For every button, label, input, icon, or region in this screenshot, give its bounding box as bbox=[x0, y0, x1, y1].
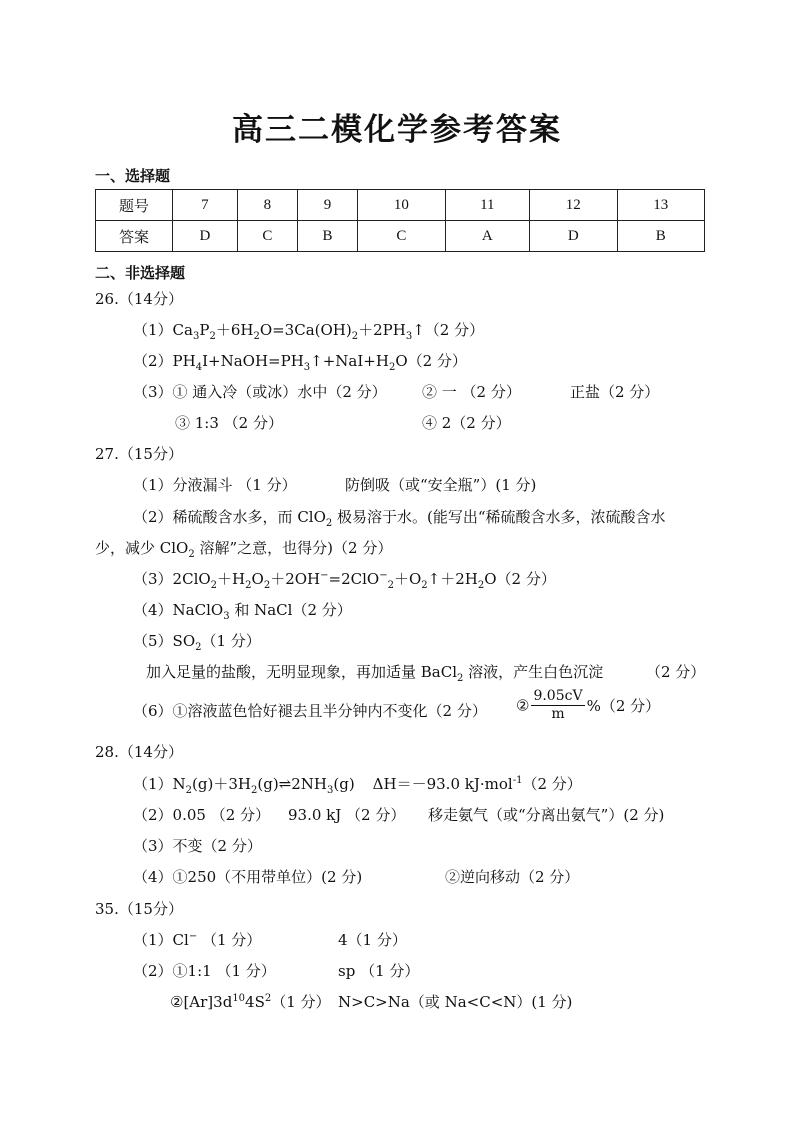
q27-answer-2-continued: 少，减少 ClO$_2$ 溶解”之意，也得分)（2 分） bbox=[95, 539, 393, 560]
q26-answer-2: $(2)PH_4I+NaOH=PH_3↑+NaI+H_2O(2$ 分） bbox=[133, 352, 467, 373]
table-cell: 7 bbox=[173, 190, 238, 221]
section-non-multiple-choice-heading: 二、非选择题 bbox=[95, 264, 186, 282]
q26-answer-3-part-1: （3）① 通入冷（或冰）水中（2 分） bbox=[133, 383, 387, 401]
q35-answer-1-part-1: （1）Cl− （1 分） bbox=[133, 931, 262, 949]
q27-answer-6-part-2: ② $\frac{9.05cV}{m}$ %（2 分） bbox=[516, 688, 661, 722]
q26-answer-3-part-3: 正盐（2 分） bbox=[570, 383, 660, 401]
q28-answer-4-part-2: ②逆向移动（2 分） bbox=[445, 868, 580, 886]
q27-answer-1-part-1: （1）分液漏斗 （1 分） bbox=[133, 476, 297, 494]
table-header-cell: 题号 bbox=[96, 190, 173, 221]
q35-answer-2-part-3: $②[Ar]3d^{10}4S^2(1$ 分） bbox=[170, 993, 331, 1011]
table-row-numbers bbox=[96, 190, 705, 221]
table-cell: 10 bbox=[358, 190, 445, 221]
table-cell: D bbox=[173, 221, 238, 252]
q35-answer-1-part-2: 4（1 分） bbox=[338, 931, 407, 949]
table-header-cell: 答案 bbox=[96, 221, 173, 252]
q26-answer-1: $(1)Ca_3P_2+6H_2O=3Ca(OH)_2+2PH_3↑(2$ 分） bbox=[133, 321, 485, 342]
question-28-header: 28.（14分） bbox=[95, 743, 183, 761]
fraction: $\frac{9.05cV}{m}$ bbox=[533, 688, 583, 722]
q27-answer-5-score: （2 分） bbox=[646, 663, 706, 681]
table-cell: 9 bbox=[297, 190, 357, 221]
question-35-header: 35.（15分） bbox=[95, 900, 183, 918]
q28-answer-3: （3）不变（2 分） bbox=[133, 837, 262, 855]
q27-answer-3: $(3)2ClO_2+H_2O_2+2OH^-=2ClO^-_2+O_2↑+2H_2O(2$ 分） bbox=[133, 570, 556, 591]
q35-answer-2-part-1: （2）①1:1 （1 分） bbox=[133, 962, 276, 980]
q35-answer-2-part-4: N>C>Na（或 Na<C<N）(1 分) bbox=[338, 993, 573, 1011]
q27-answer-2: （2）稀硫酸含水多，而 ClO$_2$ 极易溶于水。(能写出“稀硫酸含水多，浓硫酸含水 bbox=[133, 508, 666, 529]
table-cell: C bbox=[358, 221, 445, 252]
table-cell: C bbox=[237, 221, 297, 252]
q28-answer-2-part-3: 移走氨气（或“分离出氨气”）(2 分) bbox=[428, 806, 665, 824]
q35-answer-2-part-2: sp （1 分） bbox=[338, 962, 420, 980]
table-row-answers bbox=[96, 221, 705, 252]
table-cell: 8 bbox=[237, 190, 297, 221]
q27-answer-4: （4）NaClO$_3$ 和 NaCl（2 分） bbox=[133, 601, 352, 622]
question-27-header: 27.（15分） bbox=[95, 445, 183, 463]
answer-table bbox=[95, 189, 705, 252]
q27-answer-5-detail: 加入足量的盐酸，无明显现象，再加适量 BaCl$_2$ 溶液，产生白色沉淀 bbox=[146, 663, 604, 684]
q26-answer-3-part-2: ② 一 （2 分） bbox=[422, 383, 521, 401]
table-cell: B bbox=[617, 221, 705, 252]
table-cell: 11 bbox=[445, 190, 529, 221]
q26-answer-3-part-4: ③ 1:3 （2 分） bbox=[175, 414, 283, 432]
table-cell: B bbox=[297, 221, 357, 252]
page-title: 高三二模化学参考答案 bbox=[232, 112, 562, 148]
q27-answer-1-part-2: 防倒吸（或“安全瓶”）(1 分) bbox=[345, 476, 537, 494]
section-multiple-choice-heading: 一、选择题 bbox=[95, 167, 171, 185]
table-cell: D bbox=[530, 221, 617, 252]
q28-answer-4-part-1: （4）①250（不用带单位）(2 分) bbox=[133, 868, 363, 886]
table-cell: A bbox=[445, 221, 529, 252]
q28-answer-2-part-2: 93.0 kJ （2 分） bbox=[288, 806, 406, 824]
table-cell: 13 bbox=[617, 190, 705, 221]
q27-answer-6-part-1: （6）①溶液蓝色恰好褪去且半分钟内不变化（2 分） bbox=[133, 702, 487, 720]
q26-answer-3-part-5: ④ 2（2 分） bbox=[422, 414, 511, 432]
table-cell: 12 bbox=[530, 190, 617, 221]
q28-answer-2-part-1: （2）0.05 （2 分） bbox=[133, 806, 271, 824]
question-26-header: 26.（14分） bbox=[95, 290, 183, 308]
q28-answer-1: $(1)N_2(g)+3H_2(g)\rightleftharpoons 2NH_3(g)$ ΔH＝－93.0 kJ·mol$^{-1}$（2 分） bbox=[133, 775, 582, 796]
q27-answer-5: $(5)SO_2(1$ 分） bbox=[133, 632, 261, 653]
